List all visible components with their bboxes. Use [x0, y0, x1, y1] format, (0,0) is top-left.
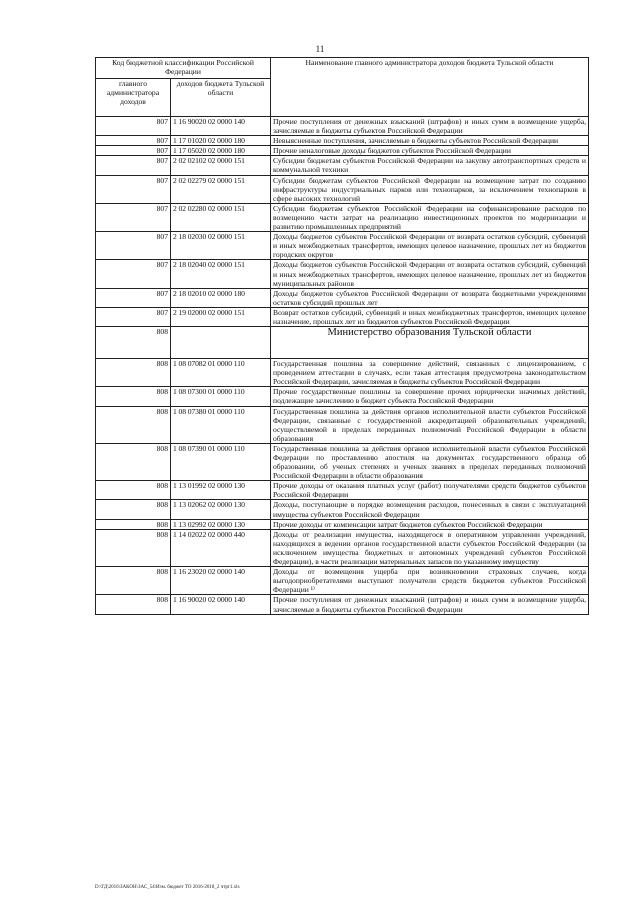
ministry-title: Министерство образования Тульской области	[271, 327, 589, 359]
admin-code-cell: 807	[96, 156, 171, 175]
admin-code-cell: 808	[96, 595, 171, 614]
revenue-name-cell: Доходы от реализации имущества, находящегося в оперативном управлении учреждений, находящихся в ведении органов государственной власти субъектов Российской Федерации (за исключением имущества бюджетных и автономных учреждений субъектов Российской Федерации), в части реализации материальных запасов по указанному имуществу	[271, 529, 589, 566]
revenue-code-cell: 1 08 07380 01 0000 110	[171, 406, 271, 443]
table-row	[96, 260, 589, 288]
revenue-code-cell: 1 13 01992 02 0000 130	[171, 481, 271, 500]
admin-code-cell: 808	[96, 567, 171, 595]
table-row	[96, 175, 589, 203]
table-row	[96, 136, 589, 146]
revenue-name-cell: Прочие поступления от денежных взысканий (штрафов) и иных сумм в возмещение ущерба, зачисляемые в бюджеты субъектов Российской Федерации	[271, 595, 589, 614]
table-row	[96, 387, 589, 406]
revenue-code-cell: 2 18 02040 02 0000 151	[171, 260, 271, 288]
revenue-code-cell: 1 16 90020 02 0000 140	[171, 117, 271, 136]
table-row	[96, 307, 589, 326]
revenue-name-cell: Государственная пошлина за действия органов исполнительной власти субъектов Российской Федерации, связанные с государственной аккредитацией образовательных учреждений, осуществляемой в пределах переданных полномочий Российской Федерации в области образования	[271, 406, 589, 443]
revenue-code-cell: 1 08 07300 01 0000 110	[171, 387, 271, 406]
revenue-name-cell: Прочие доходы от компенсации затрат бюджетов субъектов Российской Федерации	[271, 519, 589, 529]
table-row	[96, 117, 589, 136]
revenue-code-cell: 2 18 02030 02 0000 151	[171, 232, 271, 260]
header-budget-code-group: Код бюджетной классификации Российской Федерации	[96, 58, 271, 79]
revenue-code-cell: 1 13 02992 02 0000 130	[171, 519, 271, 529]
revenue-name-cell: Субсидии бюджетам субъектов Российской Федерации на возмещение затрат по созданию инфраструктуры индустриальных парков или технопарков, за исключением технопарков в сфере высоких технологий	[271, 175, 589, 203]
revenue-code-cell: 1 08 07082 01 0000 110	[171, 359, 271, 387]
admin-code-cell: 808	[96, 327, 171, 359]
revenue-code-cell: 1 08 07390 01 0000 110	[171, 443, 271, 480]
table-row	[96, 406, 589, 443]
revenue-name-cell: Прочие доходы от оказания платных услуг (работ) получателями средств бюджетов субъектов Российской Федерации	[271, 481, 589, 500]
ministry-row	[96, 327, 589, 359]
admin-code-cell: 808	[96, 443, 171, 480]
table-row	[96, 288, 589, 307]
revenue-name-cell: Невыясненные поступления, зачисляемые в бюджеты субъектов Российской Федерации	[271, 136, 589, 146]
admin-code-cell: 807	[96, 260, 171, 288]
table-row	[96, 232, 589, 260]
admin-code-cell: 808	[96, 481, 171, 500]
admin-code-cell: 807	[96, 175, 171, 203]
revenue-name-cell: Государственная пошлина за совершение действий, связанных с лицензированием, с проведением аттестации в случаях, если такая аттестация предусмотрена законодательством Российской Федерации, зачисляемая в бюджеты субъектов Российской Федерации	[271, 359, 589, 387]
header-revenue-code: доходов бюджета Тульской области	[171, 79, 271, 117]
revenue-code-cell: 2 02 02102 02 0000 151	[171, 156, 271, 175]
file-path-footer: D:\ГД\2016\ЗАКОН\ЗАС_54\Изм. бюджет ТО 2016-2018_2 чтрг1.xls	[95, 885, 240, 890]
revenue-code-cell: 1 16 23020 02 0000 140	[171, 567, 271, 595]
revenue-code-cell: 2 18 02010 02 0000 180	[171, 288, 271, 307]
table-row	[96, 567, 589, 595]
revenue-name-cell: Доходы бюджетов субъектов Российской Федерации от возврата остатков субсидий, субвенций и иных межбюджетных трансфертов, имеющих целевое назначение, прошлых лет из бюджетов городских округов	[271, 232, 589, 260]
revenue-code-cell: 2 19 02000 02 0000 151	[171, 307, 271, 326]
table-row	[96, 146, 589, 156]
admin-code-cell: 808	[96, 529, 171, 566]
revenue-code-cell: 1 13 02062 02 0000 130	[171, 500, 271, 519]
revenue-name-cell: Прочие неналоговые доходы бюджетов субъектов Российской Федерации	[271, 146, 589, 156]
admin-code-cell: 808	[96, 406, 171, 443]
header-main-admin: главного администратора доходов	[96, 79, 171, 117]
revenue-name-cell: Прочие поступления от денежных взысканий (штрафов) и иных сумм в возмещение ущерба, зачисляемые в бюджеты субъектов Российской Федерации	[271, 117, 589, 136]
revenue-name-cell: Возврат остатков субсидий, субвенций и иных межбюджетных трансфертов, имеющих целевое назначение, прошлых лет из бюджетов субъектов Российской Федерации	[271, 307, 589, 326]
admin-code-cell: 807	[96, 136, 171, 146]
admin-code-cell: 808	[96, 387, 171, 406]
table-row	[96, 500, 589, 519]
revenue-classification-table	[95, 57, 589, 615]
revenue-name-cell: Доходы бюджетов субъектов Российской Федерации от возврата остатков субсидий, субвенций и иных межбюджетных трансфертов, имеющих целевое назначение, прошлых лет из бюджетов муниципальных районов	[271, 260, 589, 288]
revenue-code-cell: 1 16 90020 02 0000 140	[171, 595, 271, 614]
admin-code-cell: 807	[96, 117, 171, 136]
revenue-name-cell: Субсидии бюджетам субъектов Российской Федерации на софинансирование расходов по возмещению части затрат на реализацию инвестиционных проектов по модернизации и развитию промышленных предприятий	[271, 203, 589, 231]
revenue-code-cell: 1 14 02022 02 0000 440	[171, 529, 271, 566]
table-row	[96, 156, 589, 175]
admin-code-cell: 808	[96, 519, 171, 529]
revenue-name-cell: Государственная пошлина за действия органов исполнительной власти субъектов Российской Федерации по проставлению апостиля на документах государственного образца об образовании, об ученых степенях и ученых званиях в пределах переданных полномочий Российской Федерации в области образования	[271, 443, 589, 480]
table-row	[96, 519, 589, 529]
table-row	[96, 529, 589, 566]
table-row	[96, 443, 589, 480]
revenue-name-cell: Прочие государственные пошлины за совершение прочих юридически значимых действий, подлежащие зачислению в бюджет субъекта Российской Федерации	[271, 387, 589, 406]
table-row	[96, 481, 589, 500]
revenue-name-cell: Субсидии бюджетам субъектов Российской Федерации на закупку автотранспортных средств и коммунальной техники	[271, 156, 589, 175]
table-row	[96, 595, 589, 614]
admin-code-cell: 807	[96, 203, 171, 231]
admin-code-cell: 807	[96, 307, 171, 326]
revenue-name-cell: Доходы от возмещения ущерба при возникновении страховых случаев, когда выгодоприобретателями выступают получатели средств бюджетов субъектов Российской Федерации ¹⁾	[271, 567, 589, 595]
revenue-code-cell: 2 02 02279 02 0000 151	[171, 175, 271, 203]
admin-code-cell: 808	[96, 359, 171, 387]
table-row	[96, 203, 589, 231]
page-number: 11	[315, 44, 325, 54]
admin-code-cell: 808	[96, 500, 171, 519]
admin-code-cell: 807	[96, 288, 171, 307]
revenue-name-cell: Доходы бюджетов субъектов Российской Федерации от возврата бюджетными учреждениями остатков субсидий прошлых лет	[271, 288, 589, 307]
admin-code-cell: 807	[96, 146, 171, 156]
revenue-name-cell: Доходы, поступающие в порядке возмещения расходов, понесенных в связи с эксплуатацией имущества субъектов Российской Федерации	[271, 500, 589, 519]
table-row	[96, 359, 589, 387]
revenue-code-cell	[171, 327, 271, 359]
header-row-1	[96, 58, 589, 79]
revenue-code-cell: 1 17 05020 02 0000 180	[171, 146, 271, 156]
revenue-code-cell: 2 02 02280 02 0000 151	[171, 203, 271, 231]
admin-code-cell: 807	[96, 232, 171, 260]
revenue-code-cell: 1 17 01020 02 0000 180	[171, 136, 271, 146]
header-admin-name: Наименование главного администратора доходов бюджета Тульской области	[271, 58, 589, 117]
